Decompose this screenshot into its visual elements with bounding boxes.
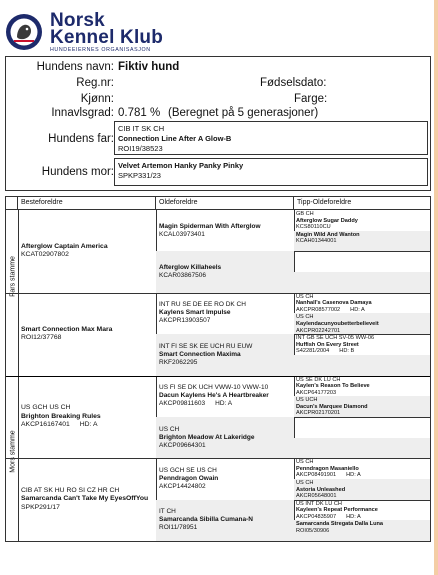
dog-reg-line [296,439,428,446]
dog-name: Smart Connection Maxima [159,350,241,358]
dam-label: Hundens mor: [41,166,114,178]
great-great-grandparent-cell [294,376,430,397]
sire-side-label: Fars stamme [9,256,17,297]
great-grandparent-cell [156,334,294,375]
dam-reg: SPKP331/23 [118,171,161,180]
great-grandparent-cell [156,500,294,541]
dog-reg-line [21,421,153,430]
sire-dam-divider [6,376,430,377]
dam-name: Velvet Artemon Hanky Panky Pinky [118,161,244,170]
dog-titles: GB CH [296,211,314,217]
dog-name: Brighton Breaking Rules [21,412,101,420]
sire-name: Connection Line After A Glow-B [118,134,232,143]
sex-label: Kjønn: [80,93,114,105]
dog-reg: AKCP64177203 [296,389,337,396]
dog-reg-line [21,334,153,343]
great-great-grandparent-cell [294,438,430,459]
sire-reg: ROI19/38523 [118,144,163,153]
great-grandparent-cell [156,458,294,499]
dog-reg-line [21,504,153,513]
great-great-grandparent-cell [294,479,430,500]
great-great-grandparent-cell [294,251,430,272]
great-great-grandparent-cell [294,334,430,355]
dog-name: Penndragon Masaniello [296,465,359,472]
dog-name: Brighton Meadow At Lakeridge [159,433,255,441]
great-grandparent-cell [156,293,294,334]
dog-titles: INT FI SE SK EE UCH RU EUW [159,342,253,350]
dog-reg: KCAH01344001 [296,238,337,245]
dog-reg-line [159,272,291,280]
grandparent-cell [18,376,156,459]
dog-name: Afterglow Killaheels [159,264,222,272]
dog-hd: HD: A [79,421,98,429]
nkk-logo-icon [5,13,43,51]
dog-reg: SPKP291/17 [21,503,60,511]
dog-reg-line [296,273,428,280]
side-accent-strip [434,0,438,575]
grandparent-cell [18,293,156,376]
dog-reg: KCS80110CU [296,224,331,231]
great-grandparent-cell [156,376,294,417]
dog-reg-line [159,400,291,408]
dog-reg: S42281/2004 [296,348,330,355]
dog-reg: AKCP09664301 [159,441,206,449]
header-grandparents: Besteforeldre [18,197,156,209]
dog-reg: KCAT02907802 [21,251,69,259]
dog-name: Dacun Kaylens He's A Heartbreaker [159,392,269,400]
dog-hd: HD: B [339,348,355,355]
inbreeding-value: 0.781 % [118,107,161,119]
dog-hd: HD: A [350,306,365,313]
color-label: Farge: [294,93,328,105]
dog-reg-line [159,524,291,532]
dog-reg: RKF2062295 [159,358,198,366]
great-great-grandparent-cell [294,458,430,479]
dog-name: Samarcanda Sibilla Cumana-N [159,516,253,524]
great-great-grandparent-cell [294,500,430,521]
dog-name: Dacun's Marquee Diamond [296,403,368,410]
brand [50,10,164,53]
dog-hd: HD: A [346,513,361,520]
dog-reg: AKCP08491901 [296,472,337,479]
dog-name: Nanhall's Casenova Damaya [296,300,372,307]
sire-box [114,121,428,155]
brand-tagline: HUNDEEIERNES ORGANISASJON [50,47,151,53]
dog-titles: US CH [296,293,314,300]
dog-name: Kaylens Smart Impulse [159,309,231,317]
dog-titles: US INT DK LU CH [296,500,342,507]
dog-reg: AKCP04835907 [296,513,337,520]
dog-titles: US GCH US CH [21,404,71,412]
great-great-grandparent-cell [294,313,430,334]
dog-hd: HD: A [215,400,233,408]
dog-reg: AKCPR13903507 [159,317,211,325]
dog-reg-line [296,528,428,535]
dog-reg: KCAR03867506 [159,272,206,280]
dog-reg: ROI12/37768 [21,334,62,342]
dog-titles: INT GB SE UCH SV-05 WW-06 [296,335,375,342]
dog-reg-line [159,317,291,325]
inbreeding-note: (Beregnet på 5 generasjoner) [168,107,319,119]
great-great-grandparent-cell [294,520,430,541]
dog-reg-line [296,252,428,259]
great-great-grandparent-cell [294,417,430,438]
dog-reg: ROI05/30906 [296,527,330,534]
brand-line-2: Kennel Klub [50,27,164,48]
dam-side-label: Mors stamme [9,430,17,473]
great-great-grandparent-cell [294,231,430,252]
dog-reg-line [159,483,291,491]
dog-reg-line [159,231,291,239]
grandparent-cell [18,210,156,293]
great-great-grandparent-cell [294,272,430,293]
pedigree-table [5,196,431,542]
inbreeding-label: Innavlsgrad: [51,107,114,119]
brand-line-1: Norsk [50,10,105,31]
birth-label: Fødselsdato: [260,77,327,89]
great-great-grandparent-cell [294,355,430,376]
dog-name: Kayleen's Repeat Performance [296,507,378,514]
dog-reg-line [296,418,428,425]
dog-titles: US CH [296,479,314,486]
grandparent-cell [18,458,156,541]
dog-name: Afterglow Captain America [21,242,108,250]
header-great-grandparents: Oldeforeldre [156,197,294,209]
dog-reg-line [296,356,428,363]
dog-name: Magin Spiderman With Afterglow [159,222,261,230]
header [4,3,434,53]
dog-reg: KCAL03973401 [159,230,205,238]
dog-titles: US GCH SE US CH [159,466,217,474]
dog-name: Astoria Unleashed [296,486,346,493]
dog-reg: AKCPR02242701 [296,327,341,334]
great-grandparent-cell [156,210,294,251]
sire-titles: CIB IT SK CH [118,124,165,133]
dog-titles: US CH [296,459,314,466]
dog-info-box [5,56,431,191]
dog-name: Huffish On Every Street [296,341,359,348]
dog-titles: IT CH [159,508,176,516]
great-grandparent-cell [156,417,294,458]
dog-reg: AKCP16167401 [21,421,70,429]
dog-hd: HD: A [346,472,361,479]
dog-titles: INT RU SE DE EE RO DK CH [159,301,246,309]
great-great-grandparent-cell [294,210,430,231]
name-label: Hundens navn: [36,61,114,73]
dog-titles: US CH [159,425,180,433]
dog-reg: ROI11/78951 [159,524,198,532]
dog-titles: US SE DK LU CH [296,376,341,383]
dog-name: Smart Connection Max Mara [21,325,113,333]
dog-name: Magin Wild And Wanton [296,231,360,238]
great-great-grandparent-cell [294,293,430,314]
dog-reg: AKCP09811603 [159,400,206,408]
header-blank [6,197,18,209]
dog-reg: AKCP14424802 [159,482,206,490]
dog-reg: AKCPR02170201 [296,410,341,417]
header-great-great-grandparents: Tipp-Oldeforeldre [297,199,352,206]
dog-reg: AKCPR08577002 [296,306,341,313]
dog-name: Penndragon Owain [159,474,219,482]
dam-box [114,158,428,186]
dog-reg-line [21,251,153,260]
great-grandparent-cell [156,251,294,292]
dog-name: Kaylen's Reason To Believe [296,383,370,390]
dog-name: Fiktiv hund [118,61,180,73]
reg-label: Reg.nr: [76,77,114,89]
dog-reg-line [159,359,291,367]
dog-name: Afterglow Sugar Daddy [296,217,358,224]
dog-reg: AKCR05648001 [296,493,337,500]
dog-reg-line [296,238,428,245]
dog-name: Kaylendacunyoubetterbelieveit [296,321,379,328]
dog-reg-line [159,442,291,450]
dog-titles: US CH [296,314,314,321]
great-great-grandparent-cell [294,396,430,417]
dog-name: Samarcanda Stregata Dalla Luna [296,521,384,528]
sire-label: Hundens far: [48,133,114,145]
dog-titles: CIB AT SK HU RO SI CZ HR CH [21,486,120,494]
dog-name: Samarcanda Can't Take My EyesOffYou [21,495,149,503]
dog-titles: US FI SE DK UCH VWW-10 VWW-10 [159,384,269,392]
dog-titles: US UCH [296,397,318,404]
